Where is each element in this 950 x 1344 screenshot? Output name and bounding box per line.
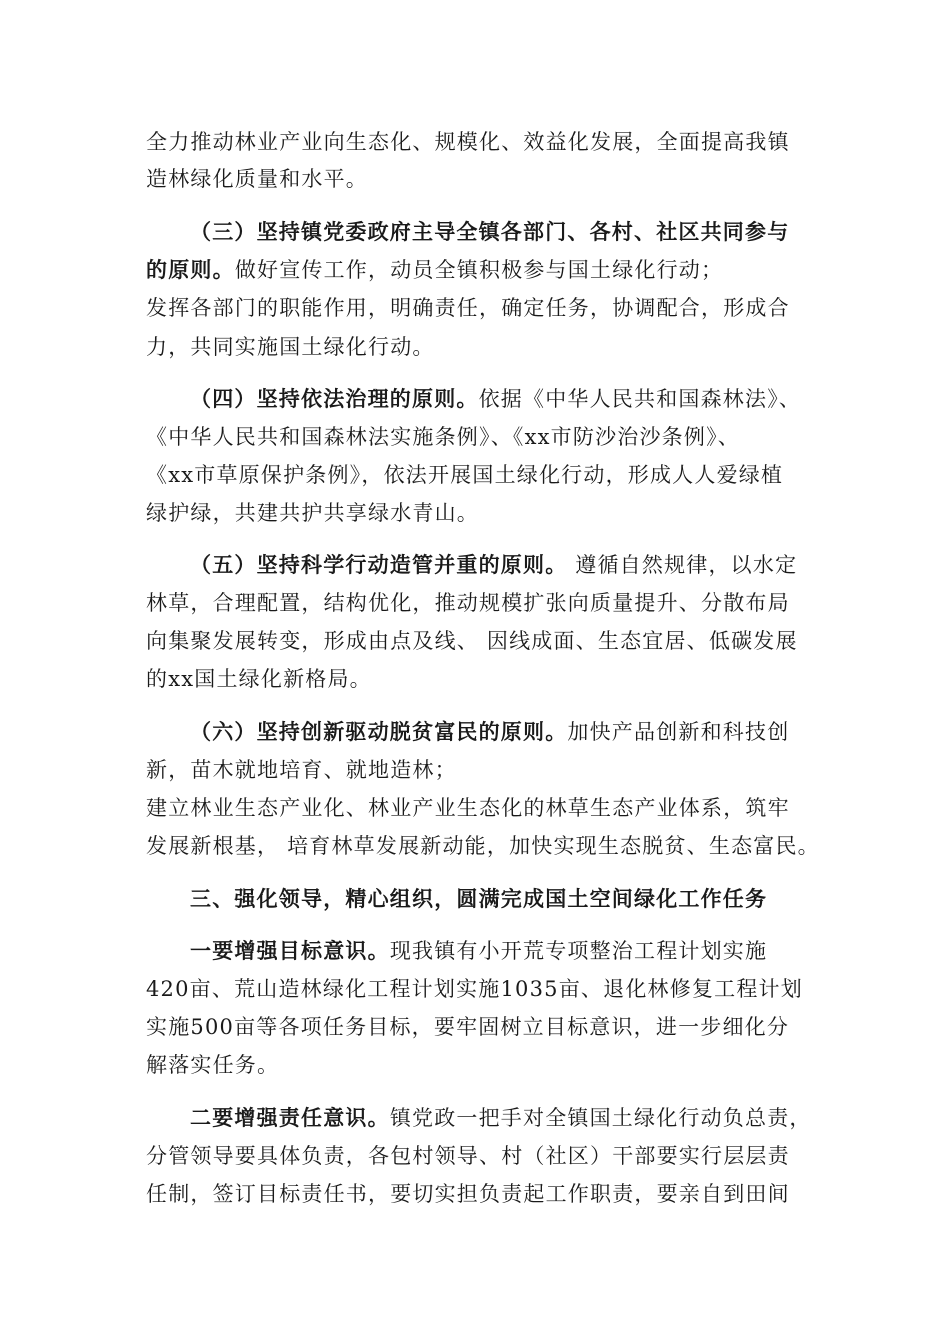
body-text-line: 向集聚发展转变，形成由点及线、 因线成面、生态宜居、低碳发展 [146,629,798,653]
task-heading-1: 一要增强目标意识。 [190,938,390,963]
body-text-line: 分管领导要具体负责，各包村领导、村（社区）干部要实行层层责 [146,1144,790,1168]
principle-heading-5: （五）坚持科学行动造管并重的原则。 [190,552,568,577]
body-text-line: 420亩、荒山造林绿化工程计划实施1035亩、退化林修复工程计划 [146,977,803,1001]
body-text-line: 解落实任务。 [146,1053,280,1077]
task-heading-2: 二要增强责任意识。 [190,1105,390,1130]
body-text-line: 建立林业生态产业化、林业产业生态化的林草生态产业体系，筑牢 [146,796,790,820]
body-text-run: 遵循自然规律，以水定 [567,553,798,577]
body-text-line [190,717,789,747]
body-text-line: 《xx市草原保护条例》，依法开展国土绿化行动，形成人人爱绿植 [146,463,784,487]
body-text-line: 全力推动林业产业向生态化、规模化、效益化发展，全面提高我镇 [146,130,790,154]
body-text-line: 力，共同实施国土绿化行动。 [146,335,435,359]
body-text-line: 《中华人民共和国森林法实施条例》、《xx市防沙治沙条例》、 [146,425,740,449]
principle-heading-6: （六）坚持创新驱动脱贫富民的原则。 [190,719,568,744]
body-text-line [190,384,801,414]
body-text-line: 林草，合理配置，结构优化，推动规模扩张向质量提升、分散布局 [146,591,790,615]
principle-heading-3: （三）坚持镇党委政府主导全镇各部门、各村、社区共同参与 [190,219,790,244]
body-text-line: 实施500亩等各项任务目标，要牢固树立目标意识，进一步细化分 [146,1015,790,1039]
body-text-line [190,936,767,966]
body-text-line [190,1103,812,1133]
body-text-line: 发展新根基， 培育林草发展新动能，加快实现生态脱贫、生态富民。 [146,834,820,858]
body-text-run: 加快产品创新和科技创 [567,720,790,744]
body-text-line: 造林绿化质量和水平。 [146,167,368,191]
body-text-line: 任制，签订目标责任书，要切实担负责起工作职责，要亲自到田间 [146,1182,790,1206]
body-text-line: 绿护绿，共建共护共享绿水青山。 [146,501,479,525]
principle-heading-3-cont: 的原则。 [146,257,235,282]
principle-heading-4: （四）坚持依法治理的原则。 [190,386,479,411]
body-text-line: 的xx国土绿化新格局。 [146,667,372,691]
body-text-line: 新，苗木就地培育、就地造林； [146,758,457,782]
body-text-line [190,550,797,580]
body-text-line [146,255,723,285]
body-text-run: 做好宣传工作，动员全镇积极参与国土绿化行动； [234,258,724,282]
body-text-run: 依据《中华人民共和国森林法》、 [478,387,802,411]
body-text-run: 镇党政一把手对全镇国土绿化行动负总责， [389,1106,812,1130]
section-title: 三、强化领导，精心组织，圆满完成国土空间绿化工作任务 [190,886,768,911]
body-text-run: 现我镇有小开荒专项整治工程计划实施 [389,939,768,963]
body-text-line: 发挥各部门的职能作用，明确责任，确定任务，协调配合，形成合 [146,296,790,320]
